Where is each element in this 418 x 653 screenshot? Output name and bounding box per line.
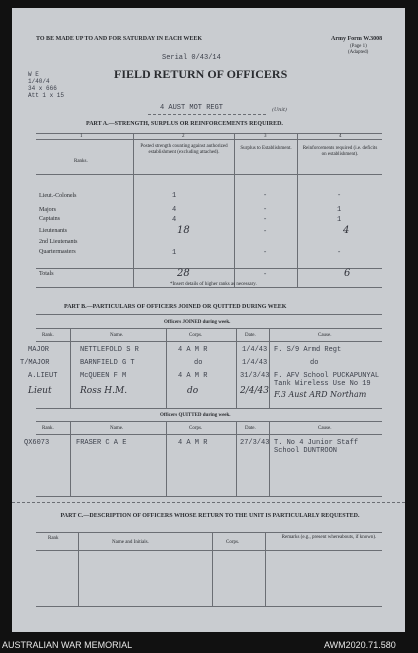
col-name: Name. bbox=[110, 333, 124, 338]
joined-name: Ross H.M. bbox=[80, 386, 128, 396]
joined-date: 1/4/43 bbox=[242, 359, 268, 367]
part-a-footnote: *Insert details of higher ranks as necessary. bbox=[170, 282, 257, 287]
part-c-col-divider bbox=[212, 532, 213, 606]
form-adapted: (Adapted) bbox=[348, 50, 369, 55]
rank-quartermasters: Quartermasters bbox=[39, 249, 76, 255]
joined-rank: T/MAJOR bbox=[20, 359, 50, 367]
part-a-col-divider bbox=[234, 133, 235, 287]
part-a-bottom-rule bbox=[36, 287, 382, 288]
joined-date: 1/4/43 bbox=[242, 346, 268, 354]
rank-2nd-lieutenants: 2nd Lieutenants bbox=[39, 239, 78, 245]
quitted-cause: T. No 4 Junior Staff School DUNTROON bbox=[274, 439, 359, 455]
part-b-col-divider bbox=[236, 328, 237, 408]
stamp-line-3: 34 x 666 bbox=[28, 85, 57, 92]
quitted-col-divider bbox=[70, 421, 71, 496]
surplus-quartermasters: - bbox=[263, 249, 268, 257]
header-posted-strength: Posted strength counting against authorized establishment (excluding attached). bbox=[140, 144, 228, 155]
unit-name: 4 AUST MOT REGT bbox=[160, 104, 224, 112]
col-cause: Cause. bbox=[318, 333, 332, 338]
part-c-col-name: Name and Initials. bbox=[112, 540, 149, 545]
part-a-num-rule bbox=[36, 139, 382, 140]
document-page bbox=[12, 8, 405, 632]
totals-reinf: 6 bbox=[344, 268, 351, 279]
col-date: Date. bbox=[245, 426, 256, 431]
joined-name: McQUEEN F M bbox=[80, 372, 127, 380]
quitted-col-divider bbox=[236, 421, 237, 496]
rank-lt-colonels: Lieut.-Colonels bbox=[39, 193, 77, 199]
part-c-col-corps: Corps. bbox=[226, 540, 240, 545]
page-title: FIELD RETURN OF OFFICERS bbox=[114, 67, 288, 81]
surplus-majors: - bbox=[263, 206, 268, 214]
col-date: Date. bbox=[245, 333, 256, 338]
joined-cause: F.3 Aust ARD Northam bbox=[274, 390, 367, 399]
part-c-top-rule bbox=[36, 532, 382, 533]
unit-label: (Unit) bbox=[272, 107, 287, 113]
joined-header-rule bbox=[36, 341, 382, 342]
col-num-4: 4 bbox=[339, 134, 342, 139]
joined-cause: F. S/9 Armd Regt bbox=[274, 346, 342, 354]
quitted-col-divider bbox=[166, 421, 167, 496]
joined-cause: F. AFV School PUCKAPUNYAL Tank Wireless Use No 19 bbox=[274, 372, 380, 388]
quitted-col-divider bbox=[269, 421, 270, 496]
quitted-title: Officers QUITTED during week. bbox=[160, 413, 231, 418]
joined-rank: MAJOR bbox=[28, 346, 50, 354]
surplus-captains: - bbox=[263, 216, 268, 224]
reinf-lt-colonels: - bbox=[337, 192, 342, 200]
serial-number: Serial 0/43/14 bbox=[162, 54, 221, 62]
quitted-corps: 4 A M R bbox=[178, 439, 208, 447]
joined-bottom-rule bbox=[36, 408, 382, 409]
col-rank: Rank. bbox=[42, 333, 54, 338]
quitted-bottom-rule bbox=[36, 496, 382, 497]
joined-corps: 4 A M R bbox=[178, 372, 208, 380]
part-c-col-rank: Rank bbox=[48, 536, 59, 541]
joined-name: BARNFIELD G T bbox=[80, 359, 135, 367]
joined-corps: do bbox=[187, 386, 199, 396]
part-a-col-divider bbox=[297, 133, 298, 287]
col-cause: Cause. bbox=[318, 426, 332, 431]
header-surplus: Surplus to Establishment. bbox=[240, 146, 292, 151]
joined-cause: do bbox=[310, 359, 319, 367]
rank-captains: Captains bbox=[39, 216, 60, 222]
surplus-lieutenants: - bbox=[263, 228, 268, 236]
stamp-line-1: W E bbox=[28, 71, 39, 78]
footer-credit: AUSTRALIAN WAR MEMORIAL bbox=[2, 640, 133, 650]
form-page: (Page 1) bbox=[350, 44, 367, 49]
reinf-majors: 1 bbox=[337, 206, 342, 214]
col-corps: Corps. bbox=[189, 333, 203, 338]
col-num-2: 2 bbox=[182, 134, 185, 139]
rank-lieutenants: Lieutenants bbox=[39, 228, 67, 234]
stamp-line-2: 1/40/4 bbox=[28, 78, 50, 85]
part-c-header-rule bbox=[36, 550, 382, 551]
part-c-col-remarks: Remarks (e.g., present whereabouts, if known). bbox=[281, 535, 377, 540]
joined-corps: 4 A M R bbox=[178, 346, 208, 354]
totals-surplus: - bbox=[263, 271, 268, 279]
part-b-col-divider bbox=[70, 328, 71, 408]
unit-line bbox=[148, 114, 266, 115]
surplus-lt-colonels: - bbox=[263, 192, 268, 200]
joined-title: Officers JOINED during week. bbox=[164, 320, 231, 325]
form-number: Army Form W.3008 bbox=[331, 36, 383, 42]
reinf-quartermasters: - bbox=[337, 249, 342, 257]
instruction-text: TO BE MADE UP TO AND FOR SATURDAY IN EACH WEEK bbox=[36, 36, 203, 42]
part-b-col-divider bbox=[269, 328, 270, 408]
part-a-totals-rule bbox=[36, 268, 382, 269]
strength-lieutenants: 18 bbox=[177, 225, 190, 236]
strength-lt-colonels: 1 bbox=[172, 192, 177, 200]
part-b-title: PART B.—PARTICULARS OF OFFICERS JOINED OR QUITTED DURING WEEK bbox=[64, 304, 287, 310]
part-a-col-divider bbox=[133, 133, 134, 287]
col-corps: Corps. bbox=[189, 426, 203, 431]
part-c-col-divider bbox=[265, 532, 266, 606]
reinf-captains: 1 bbox=[337, 216, 342, 224]
col-rank: Rank. bbox=[42, 426, 54, 431]
part-c-bottom-rule bbox=[36, 606, 382, 607]
quitted-name: FRASER C A E bbox=[76, 439, 127, 447]
col-num-1: 1 bbox=[80, 134, 83, 139]
joined-rank: Lieut bbox=[28, 386, 52, 396]
totals-label: Totals bbox=[39, 271, 54, 277]
quitted-rank: QX6073 bbox=[24, 439, 50, 447]
footer-accession: AWM2020.71.580 bbox=[324, 640, 396, 650]
strength-majors: 4 bbox=[172, 206, 177, 214]
part-c-title: PART C.—DESCRIPTION OF OFFICERS WHOSE RETURN TO THE UNIT IS PARTICULARLY REQUESTED. bbox=[60, 513, 360, 519]
totals-strength: 28 bbox=[177, 268, 190, 279]
header-reinforcements: Reinforcements required (i.e. deficits on establishment). bbox=[302, 146, 378, 157]
part-a-header-rule bbox=[36, 174, 382, 175]
joined-title-rule bbox=[36, 328, 382, 329]
quitted-title-rule bbox=[36, 421, 382, 422]
reinf-lieutenants: 4 bbox=[343, 225, 350, 236]
quitted-date: 27/3/43 bbox=[240, 439, 270, 447]
strength-captains: 4 bbox=[172, 216, 177, 224]
rank-majors: Majors bbox=[39, 207, 56, 213]
col-num-3: 3 bbox=[264, 134, 267, 139]
joined-corps: do bbox=[194, 359, 203, 367]
joined-date: 2/4/43 bbox=[240, 386, 269, 396]
joined-date: 31/3/43 bbox=[240, 372, 270, 380]
strength-quartermasters: 1 bbox=[172, 249, 177, 257]
part-b-col-divider bbox=[166, 328, 167, 408]
joined-rank: A.LIEUT bbox=[28, 372, 58, 380]
part-b-top-rule bbox=[36, 314, 382, 315]
stamp-line-4: Att 1 x 15 bbox=[28, 92, 65, 99]
col-name: Name. bbox=[110, 426, 124, 431]
perforation-line bbox=[12, 502, 405, 503]
joined-name: NETTLEFOLD S R bbox=[80, 346, 139, 354]
header-ranks: Ranks. bbox=[74, 159, 88, 164]
part-a-title: PART A.—STRENGTH, SURPLUS OR REINFORCEMENTS REQUIRED. bbox=[86, 121, 283, 127]
part-c-col-divider bbox=[78, 532, 79, 606]
quitted-header-rule bbox=[36, 434, 382, 435]
part-a-top-rule bbox=[36, 133, 382, 134]
